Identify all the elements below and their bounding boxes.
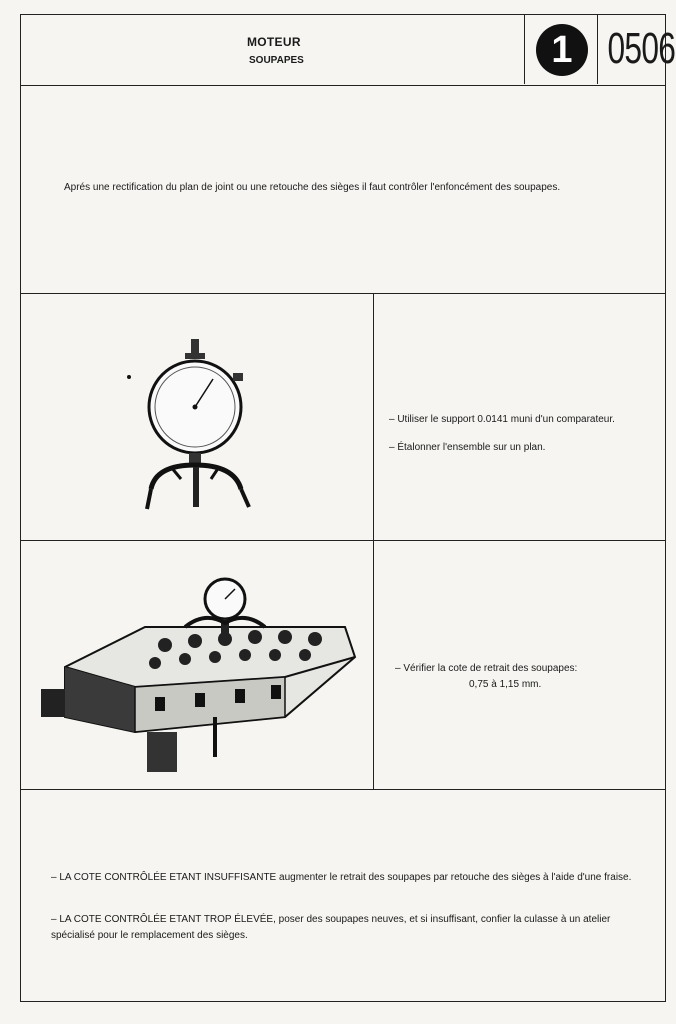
step-section-1 <box>21 294 665 541</box>
cylinder-head-illustration <box>35 567 365 777</box>
insufficient-text: augmenter le retrait des soupapes par retouche des sièges à l'aide d'une fraise. <box>276 872 632 883</box>
section-number: 1 <box>536 24 588 76</box>
step1-line1: – Utiliser le support 0.0141 muni d'un comparateur. <box>389 414 615 425</box>
step2-line1: – Vérifier la cote de retrait des soupapes: <box>395 663 578 674</box>
intro-text: Aprés une rectification du plan de joint ou une retouche des sièges il faut contrôler l'enfoncément des soupapes. <box>64 182 561 193</box>
excessive-paragraph <box>51 912 651 944</box>
page-header <box>21 15 676 86</box>
intro-section <box>21 86 665 294</box>
page-subtitle: SOUPAPES <box>249 55 304 66</box>
page-title: MOTEUR <box>247 35 301 49</box>
excessive-text: poser des soupapes neuves, et si insuffisant, confier la culasse à un atelier spécialisé pour le remplacement des sièges. <box>51 914 611 941</box>
insufficient-paragraph <box>51 870 651 886</box>
column-divider <box>373 541 374 789</box>
dial-gauge-illustration <box>111 339 271 519</box>
section-badge <box>524 15 598 84</box>
column-divider <box>373 294 374 540</box>
step1-line2: – Étalonner l'ensemble sur un plan. <box>389 442 546 453</box>
page-code: 0506 <box>607 24 676 73</box>
conclusion-section <box>21 790 665 1002</box>
step-section-2 <box>21 541 665 790</box>
insufficient-heading: – LA COTE CONTRÔLÉE ETANT INSUFFISANTE <box>51 872 277 883</box>
page-frame <box>20 14 676 1002</box>
excessive-heading: – LA COTE CONTRÔLÉE ETANT TROP ÉLEVÉE, <box>51 914 276 925</box>
step2-line2: 0,75 à 1,15 mm. <box>469 679 542 690</box>
